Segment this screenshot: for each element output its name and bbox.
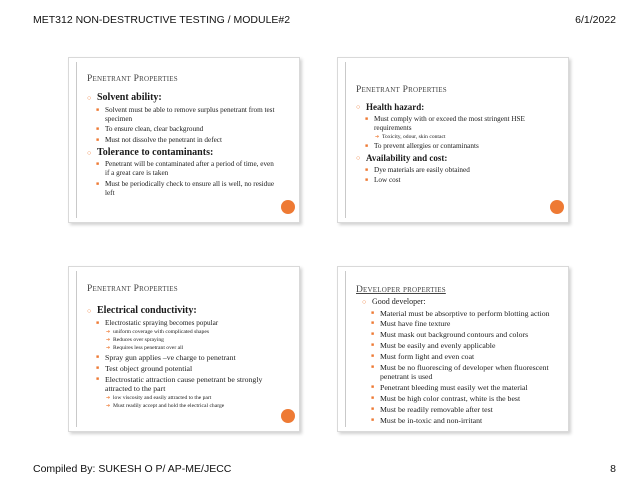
arrow-bullet-icon: ➔ (106, 345, 111, 351)
arrow-bullet-icon: ➔ (375, 134, 380, 140)
slide-left-rule (345, 62, 346, 218)
document-footer-author: Compiled By: SUKESH O P/ AP-ME/JECC (33, 463, 232, 475)
list-item: ○ Availability and cost: (356, 153, 448, 163)
square-bullet-icon: ■ (371, 354, 375, 360)
slide-content (356, 295, 552, 425)
square-bullet-icon: ■ (365, 178, 369, 183)
list-item: ■ Must be no fluorescing of developer when fluorescent penetrant is used (371, 363, 549, 382)
square-bullet-icon: ■ (365, 144, 369, 149)
list-item: ■ Must be periodically check to ensure all is well, no residue left (96, 179, 275, 197)
square-bullet-icon: ■ (96, 365, 100, 371)
slide-content (87, 90, 277, 198)
square-bullet-icon: ■ (96, 181, 100, 187)
square-bullet-icon: ■ (96, 355, 100, 360)
list-item: ○ Health hazard: (356, 102, 425, 112)
square-bullet-icon: ■ (96, 162, 100, 167)
list-item: ○ Good developer: (362, 297, 426, 306)
square-bullet-icon: ■ (371, 385, 375, 391)
list-item: ■ To ensure clean, clear background (96, 125, 204, 133)
slide-title: Developer properties (356, 285, 446, 295)
square-bullet-icon: ■ (96, 376, 100, 382)
list-item: ■ Solvent must be able to remove surplus penetrant from test specimen (96, 105, 275, 123)
list-item: ■ Must form light and even coat (371, 352, 475, 362)
slide-thumbnail-2[interactable] (337, 57, 569, 223)
slide-content (87, 303, 277, 410)
list-item: ■ Material must be absorptive to perform blotting action (371, 308, 550, 318)
orange-circle-icon (281, 409, 295, 423)
list-item: ■ Penetrant bleeding must easily wet the material (371, 383, 528, 393)
square-bullet-icon: ■ (371, 365, 375, 371)
list-item: ■ To prevent allergies or contaminants (365, 142, 479, 150)
list-item: ■ Dye materials are easily obtained (365, 165, 470, 174)
square-bullet-icon: ■ (365, 167, 369, 173)
list-item: ➔ Reduces over spraying (106, 336, 164, 343)
list-item: ■ Must mask out background contours and colors (371, 330, 529, 340)
square-bullet-icon: ■ (371, 396, 375, 402)
square-bullet-icon: ■ (371, 332, 375, 338)
list-item: ■ Must be in-toxic and non-irritant (371, 416, 483, 426)
arrow-bullet-icon: ➔ (106, 337, 111, 343)
list-item: ■ Must comply with or exceed the most stringent HSE requirements (365, 114, 525, 132)
square-bullet-icon: ■ (96, 137, 100, 143)
square-bullet-icon: ■ (371, 343, 375, 349)
list-item: ■ Test object ground potential (96, 363, 193, 373)
square-bullet-icon: ■ (96, 320, 100, 326)
list-item: ■ Penetrant will be contaminated after a period of time, even if a great care is taken (96, 160, 274, 177)
document-header-title: MET312 NON-DESTRUCTIVE TESTING / MODULE#2 (33, 14, 291, 26)
slide-left-rule (76, 271, 77, 427)
square-bullet-icon: ■ (371, 407, 375, 413)
ring-bullet-icon: ○ (87, 94, 92, 102)
document-header-date: 6/1/2022 (575, 14, 616, 26)
square-bullet-icon: ■ (371, 321, 375, 327)
list-item: ■ Electrostatic attraction cause penetrant be strongly attracted to the part (96, 374, 263, 394)
ring-bullet-icon: ○ (356, 154, 361, 162)
list-item: ■ Must be readily removable after test (371, 405, 493, 415)
list-item: ➔ uniform coverage with complicated shapes (106, 328, 209, 335)
list-item: ■ Must not dissolve the penetrant in defect (96, 135, 222, 144)
slide-thumbnail-1[interactable] (68, 57, 300, 223)
list-item: ■ Spray gun applies –ve charge to penetrant (96, 353, 236, 362)
square-bullet-icon: ■ (96, 107, 100, 113)
slide-thumbnail-3[interactable] (68, 266, 300, 432)
ring-bullet-icon: ○ (87, 148, 92, 157)
slide-title: Penetrant Properties (87, 74, 178, 84)
slide-title: Penetrant Properties (356, 85, 447, 95)
orange-circle-icon (550, 200, 564, 214)
ring-bullet-icon: ○ (362, 298, 367, 306)
slide-thumbnail-4[interactable] (337, 266, 569, 432)
orange-circle-icon (281, 200, 295, 214)
square-bullet-icon: ■ (371, 418, 375, 424)
list-item: ○ Tolerance to contaminants: (87, 146, 214, 158)
arrow-bullet-icon: ➔ (106, 395, 111, 401)
list-item: ○ Electrical conductivity: (87, 305, 197, 316)
list-item: ○ Solvent ability: (87, 92, 162, 103)
page-number: 8 (610, 463, 616, 475)
list-item: ■ Must be high color contrast, white is the best (371, 394, 521, 404)
ring-bullet-icon: ○ (356, 103, 361, 111)
slide-left-rule (76, 62, 77, 218)
list-item: ➔ Must readily accept and hold the electrical charge (106, 402, 225, 409)
list-item: ➔ Toxicity, odour, skin contact (375, 133, 446, 140)
list-item: ➔ Requires less penetrant over all (106, 344, 184, 351)
square-bullet-icon: ■ (365, 116, 369, 122)
arrow-bullet-icon: ➔ (106, 403, 111, 409)
arrow-bullet-icon: ➔ (106, 329, 111, 335)
list-item: ■ Low cost (365, 176, 401, 184)
list-item: ■ Electrostatic spraying becomes popular (96, 318, 219, 327)
slide-title: Penetrant Properties (87, 284, 178, 294)
list-item: ➔ low viscosity and easily attracted to the part (106, 394, 212, 401)
square-bullet-icon: ■ (371, 310, 375, 316)
square-bullet-icon: ■ (96, 127, 100, 132)
slide-content (356, 100, 546, 185)
list-item: ■ Must be easily and evenly applicable (371, 341, 496, 351)
list-item: ■ Must have fine texture (371, 319, 451, 329)
slide-left-rule (345, 271, 346, 427)
ring-bullet-icon: ○ (87, 307, 92, 315)
